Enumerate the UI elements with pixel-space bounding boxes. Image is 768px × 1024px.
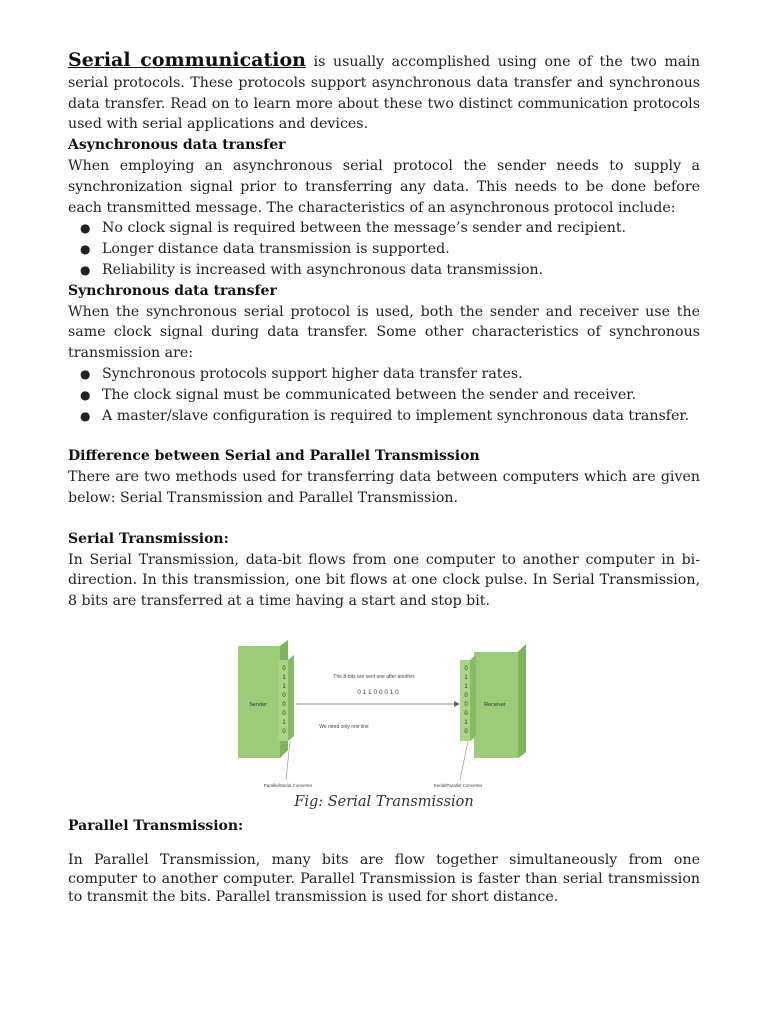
- bit-label: 0: [282, 693, 286, 699]
- bit-label: 0: [464, 729, 468, 735]
- bullet-icon: ●: [80, 242, 91, 257]
- figure-caption: Fig: Serial Transmission: [294, 794, 474, 810]
- serial-heading: Serial Transmission:: [68, 530, 229, 547]
- bit-label: 0: [282, 666, 286, 672]
- bit-label: 1: [464, 720, 468, 726]
- bit-label: 1: [464, 675, 468, 681]
- line-note: We need only one line: [319, 724, 369, 730]
- bullet-icon: ●: [80, 387, 91, 402]
- async-heading: Asynchronous data transfer: [68, 137, 286, 154]
- parallel-heading: Parallel Transmission:: [68, 818, 244, 834]
- bullet-icon: ●: [80, 221, 91, 236]
- list-item: ● A master/slave configuration is required to implement synchronous data transfer.: [102, 406, 700, 427]
- bit-label: 0: [282, 702, 286, 708]
- async-paragraph: When employing an asynchronous serial protocol the sender needs to supply a synchronization signal prior to transferring any data. This needs to be done before each transmitted message. The characteristics of an asynchronous protocol include:: [68, 157, 700, 216]
- document-body: [68, 50, 700, 612]
- serial-paragraph: In Serial Transmission, data-bit flows from one computer to another computer in bi-direction. In this transmission, one bit flows at one clock pulse. In Serial Transmission, 8 bits are transferred at a time having a start and stop bit.: [68, 551, 700, 610]
- sync-heading: Synchronous data transfer: [68, 282, 277, 299]
- intro-paragraph: [68, 50, 700, 135]
- left-converter-label: Parallel/Serial Converter: [263, 783, 313, 788]
- bullet-icon: ●: [80, 366, 91, 381]
- right-converter: [460, 655, 476, 741]
- async-list: [68, 218, 700, 280]
- bit-label: 1: [464, 684, 468, 690]
- difference-paragraph: There are two methods used for transferring data between computers which are given below: Serial Transmission and Parallel Transmission.: [68, 469, 700, 506]
- list-item: ● The clock signal must be communicated between the sender and receiver.: [102, 385, 700, 406]
- bit-label: 0: [282, 729, 286, 735]
- intro-text: is usually accomplished using one of the two main serial protocols. These protocols support asynchronous data transfer and synchronous data transfer. Read on to learn more about these two distinct communication protocols used with serial applications and devices.: [68, 54, 700, 133]
- list-item: ● Longer distance data transmission is supported.: [102, 239, 700, 260]
- bit-label: 0: [282, 711, 286, 717]
- parallel-section: [68, 851, 700, 907]
- right-converter-label: Serial/Parallel Converter: [433, 783, 483, 788]
- left-converter: [278, 655, 294, 741]
- bit-label: 1: [282, 720, 286, 726]
- bit-label: 0: [464, 693, 468, 699]
- serial-transmission-figure: [236, 640, 528, 792]
- parallel-paragraph: In Parallel Transmission, many bits are flow together simultaneously from one computer to another computer. Parallel Transmission is faster than serial transmission to transmit the bits. Parallel transmission is used for short distance.: [68, 852, 700, 906]
- bit-label: 0: [464, 702, 468, 708]
- receiver-label: Receiver: [484, 702, 506, 708]
- bit-label: 1: [282, 675, 286, 681]
- serial-diagram: [236, 640, 528, 792]
- list-item: ● No clock signal is required between the message’s sender and recipient.: [102, 218, 700, 239]
- list-item: ● Synchronous protocols support higher data transfer rates.: [102, 364, 700, 385]
- right-pointer: [460, 741, 468, 780]
- bit-label: 0: [464, 666, 468, 672]
- difference-heading: Difference between Serial and Parallel Transmission: [68, 448, 480, 465]
- bit-label: 0: [464, 711, 468, 717]
- bit-label: 1: [282, 684, 286, 690]
- top-note: The 8-bits are sent one after another: [333, 674, 415, 680]
- sync-paragraph: When the synchronous serial protocol is used, both the sender and receiver use the same clock signal during data transfer. Some other characteristics of synchronous transmission are:: [68, 303, 700, 362]
- sender-label: Sender: [249, 702, 267, 708]
- sync-list: [68, 364, 700, 426]
- bullet-icon: ●: [80, 408, 91, 423]
- arrow-head-icon: [454, 701, 460, 707]
- list-item: ● Reliability is increased with asynchronous data transmission.: [102, 260, 700, 281]
- receiver-box: [474, 644, 526, 758]
- bits-line: 0 1 1 0 0 0 1 0: [357, 689, 399, 696]
- receiver-box-side: [518, 644, 526, 758]
- bullet-icon: ●: [80, 262, 91, 277]
- page-title: Serial communication: [68, 49, 306, 71]
